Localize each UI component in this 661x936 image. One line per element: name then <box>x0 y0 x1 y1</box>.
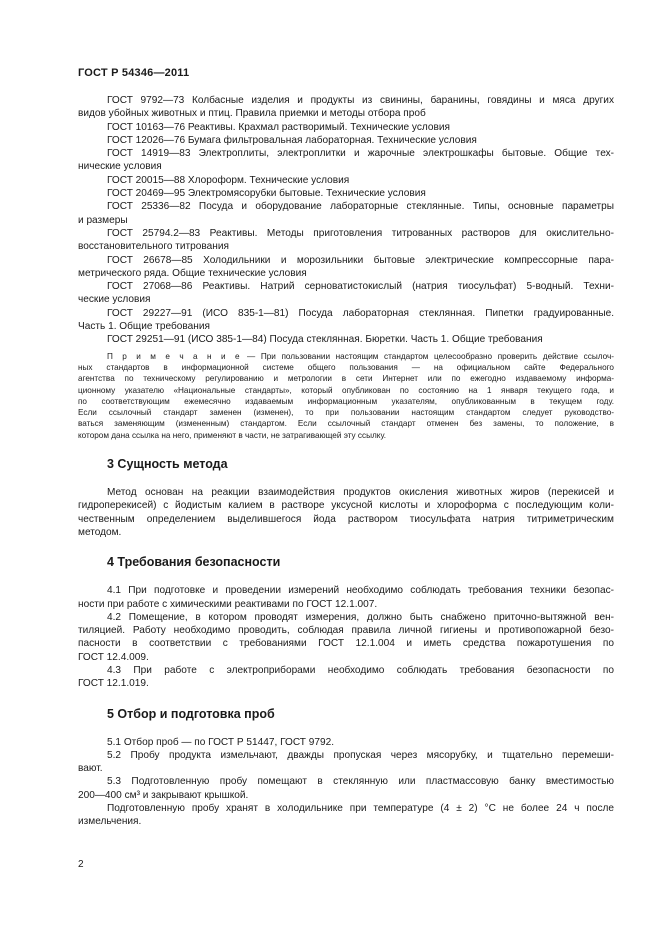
section-paragraph <box>78 584 614 611</box>
note-line: Если ссылочный стандарт заменен (изменен), то при пользовании настоящим стандартом следует руководство- <box>78 408 614 418</box>
section-paragraph <box>78 664 614 691</box>
page-number: 2 <box>78 859 84 870</box>
paragraph-line: 5.2 Пробу продукта измельчают, дважды пропуская через мясорубку, и тщательно перемеши- <box>107 749 614 761</box>
reference-item <box>78 187 614 200</box>
section-paragraph <box>78 775 614 802</box>
note-line-0 <box>78 351 614 362</box>
section-paragraph <box>78 736 614 749</box>
normative-references <box>78 94 614 347</box>
paragraph-line: 4.3 При работе с электроприборами необходимо соблюдать требования безопасности по <box>107 664 614 676</box>
note <box>78 351 614 441</box>
reference-item <box>78 174 614 187</box>
reference-line: ГОСТ 26678—85 Холодильники и морозильники бытовые электрические компрессорные пара- <box>107 254 614 266</box>
reference-item <box>78 280 614 307</box>
reference-line: и размеры <box>78 214 128 226</box>
reference-line: ГОСТ 20469—95 Электромясорубки бытовые. Технические условия <box>107 188 426 200</box>
sections <box>78 457 614 829</box>
paragraph-line: методом. <box>78 526 122 538</box>
note-line: по соответствующим ежемесячно издаваемым информационным указателям, опубликованным в текущем году. <box>78 396 614 406</box>
paragraph-line: пасности в соответствии с требованиями ГОСТ 12.1.004 и иметь средства пожаротушения по <box>78 638 614 650</box>
paragraph-line: 5.3 Подготовленную пробу помещают в стеклянную или пластмассовую банку вместимостью <box>107 776 614 788</box>
reference-line: метрического ряда. Общие технические условия <box>78 267 307 279</box>
reference-line: ГОСТ 10163—76 Реактивы. Крахмал растворимый. Технические условия <box>107 121 450 133</box>
paragraph-line: Метод основан на реакции взаимодействия продуктов окисления животных жиров (перекисей и <box>107 487 614 499</box>
reference-item <box>78 121 614 134</box>
reference-line: ГОСТ 25336—82 Посуда и оборудование лабораторные стеклянные. Типы, основные параметры <box>107 201 614 213</box>
reference-line: ческие условия <box>78 294 151 306</box>
reference-item <box>78 200 614 227</box>
reference-item <box>78 307 614 334</box>
paragraph-line: вают. <box>78 763 103 775</box>
reference-line: нические условия <box>78 161 162 173</box>
paragraph-line: измельчения. <box>78 816 142 828</box>
note-line: ционному указателю «Национальные стандарты», который опубликован по состоянию на 1 января текущего года, и <box>78 385 614 395</box>
reference-line: ГОСТ 29227—91 (ИСО 835-1—81) Посуда лабораторная стеклянная. Пипетки градуированные. <box>107 307 614 319</box>
note-label: П р и м е ч а н и е <box>107 351 242 361</box>
section-title: 3 Сущность метода <box>107 457 228 472</box>
paragraph-line: 4.2 Помещение, в котором проводят измерения, должно быть снабжено приточно-вытяжной вен- <box>107 611 614 623</box>
reference-line: видов убойных животных и птиц. Правила приемки и методы отбора проб <box>78 108 426 120</box>
note-line: ных стандартов в информационной системе общего пользования — на официальном сайте Федерального <box>78 362 614 372</box>
reference-line: Часть 1. Общие требования <box>78 321 210 333</box>
reference-line: ГОСТ 12026—76 Бумага фильтровальная лабораторная. Технические условия <box>107 134 477 146</box>
paragraph-line: чественным определением выделившегося йода раствором тиосульфата натрия титриметрическим <box>78 513 614 525</box>
reference-item <box>78 227 614 254</box>
reference-item <box>78 333 614 346</box>
reference-line: ГОСТ 14919—83 Электроплиты, электроплитки и жарочные электрошкафы бытовые. Общие тех- <box>107 148 614 160</box>
paragraph-line: ГОСТ 12.1.019. <box>78 678 149 690</box>
reference-line: ГОСТ 29251—91 (ИСО 385-1—84) Посуда стеклянная. Бюретки. Часть 1. Общие требования <box>107 334 543 346</box>
paragraph-line: гидроперекисей) с йодистым калием в растворе уксусной кислоты и хлороформа с последующим коли- <box>78 500 614 512</box>
note-text-0: — При пользовании настоящим стандартом целесообразно проверить действие ссылоч- <box>241 351 614 361</box>
note-line: ваться заменяющим (измененным) стандартом. Если ссылочный стандарт отменен без замены, то положение, в <box>78 419 614 429</box>
note-line: котором дана ссылка на него, применяют в части, не затрагивающей эту ссылку. <box>78 430 386 440</box>
reference-line: ГОСТ 27068—86 Реактивы. Натрий серноватистокислый (натрия тиосульфат) 5-водный. Техни- <box>107 281 614 293</box>
reference-item <box>78 134 614 147</box>
paragraph-line: 5.1 Отбор проб — по ГОСТ Р 51447, ГОСТ 9792. <box>107 736 335 748</box>
section-title: 5 Отбор и подготовка проб <box>107 706 275 721</box>
page-content <box>78 94 614 829</box>
paragraph-line: Подготовленную пробу хранят в холодильнике при температуре (4 ± 2) °С не более 24 ч после <box>107 803 614 815</box>
reference-line: ГОСТ 25794.2—83 Реактивы. Методы приготовления титрованных растворов для окислительно- <box>107 227 614 239</box>
section-paragraph <box>78 749 614 776</box>
paragraph-line: ности при работе с химическими реактивами по ГОСТ 12.1.007. <box>78 598 378 610</box>
section-title: 4 Требования безопасности <box>107 555 281 570</box>
note-line: агентства по техническому регулированию и метрологии в сети Интернет или по ежегодно издаваемому информа- <box>78 374 614 384</box>
reference-line: восстановительного титрования <box>78 241 229 253</box>
reference-item <box>78 94 614 121</box>
section-paragraph <box>78 802 614 829</box>
reference-item <box>78 254 614 281</box>
paragraph-line: ГОСТ 12.4.009. <box>78 651 149 663</box>
document-header: ГОСТ Р 54346—2011 <box>78 67 190 79</box>
reference-item <box>78 147 614 174</box>
paragraph-line: 200—400 см³ и закрывают крышкой. <box>78 789 249 801</box>
paragraph-line: тиляцией. Работу необходимо проводить, соблюдая правила личной гигиены и противопожарной безо- <box>78 625 614 637</box>
reference-line: ГОСТ 20015—88 Хлороформ. Технические условия <box>107 174 350 186</box>
section-paragraph <box>78 611 614 664</box>
paragraph-line: 4.1 При подготовке и проведении измерений необходимо соблюдать требования техники безопас- <box>107 585 614 597</box>
reference-line: ГОСТ 9792—73 Колбасные изделия и продукты из свинины, баранины, говядины и мяса других <box>107 95 614 106</box>
section-paragraph <box>78 486 614 539</box>
